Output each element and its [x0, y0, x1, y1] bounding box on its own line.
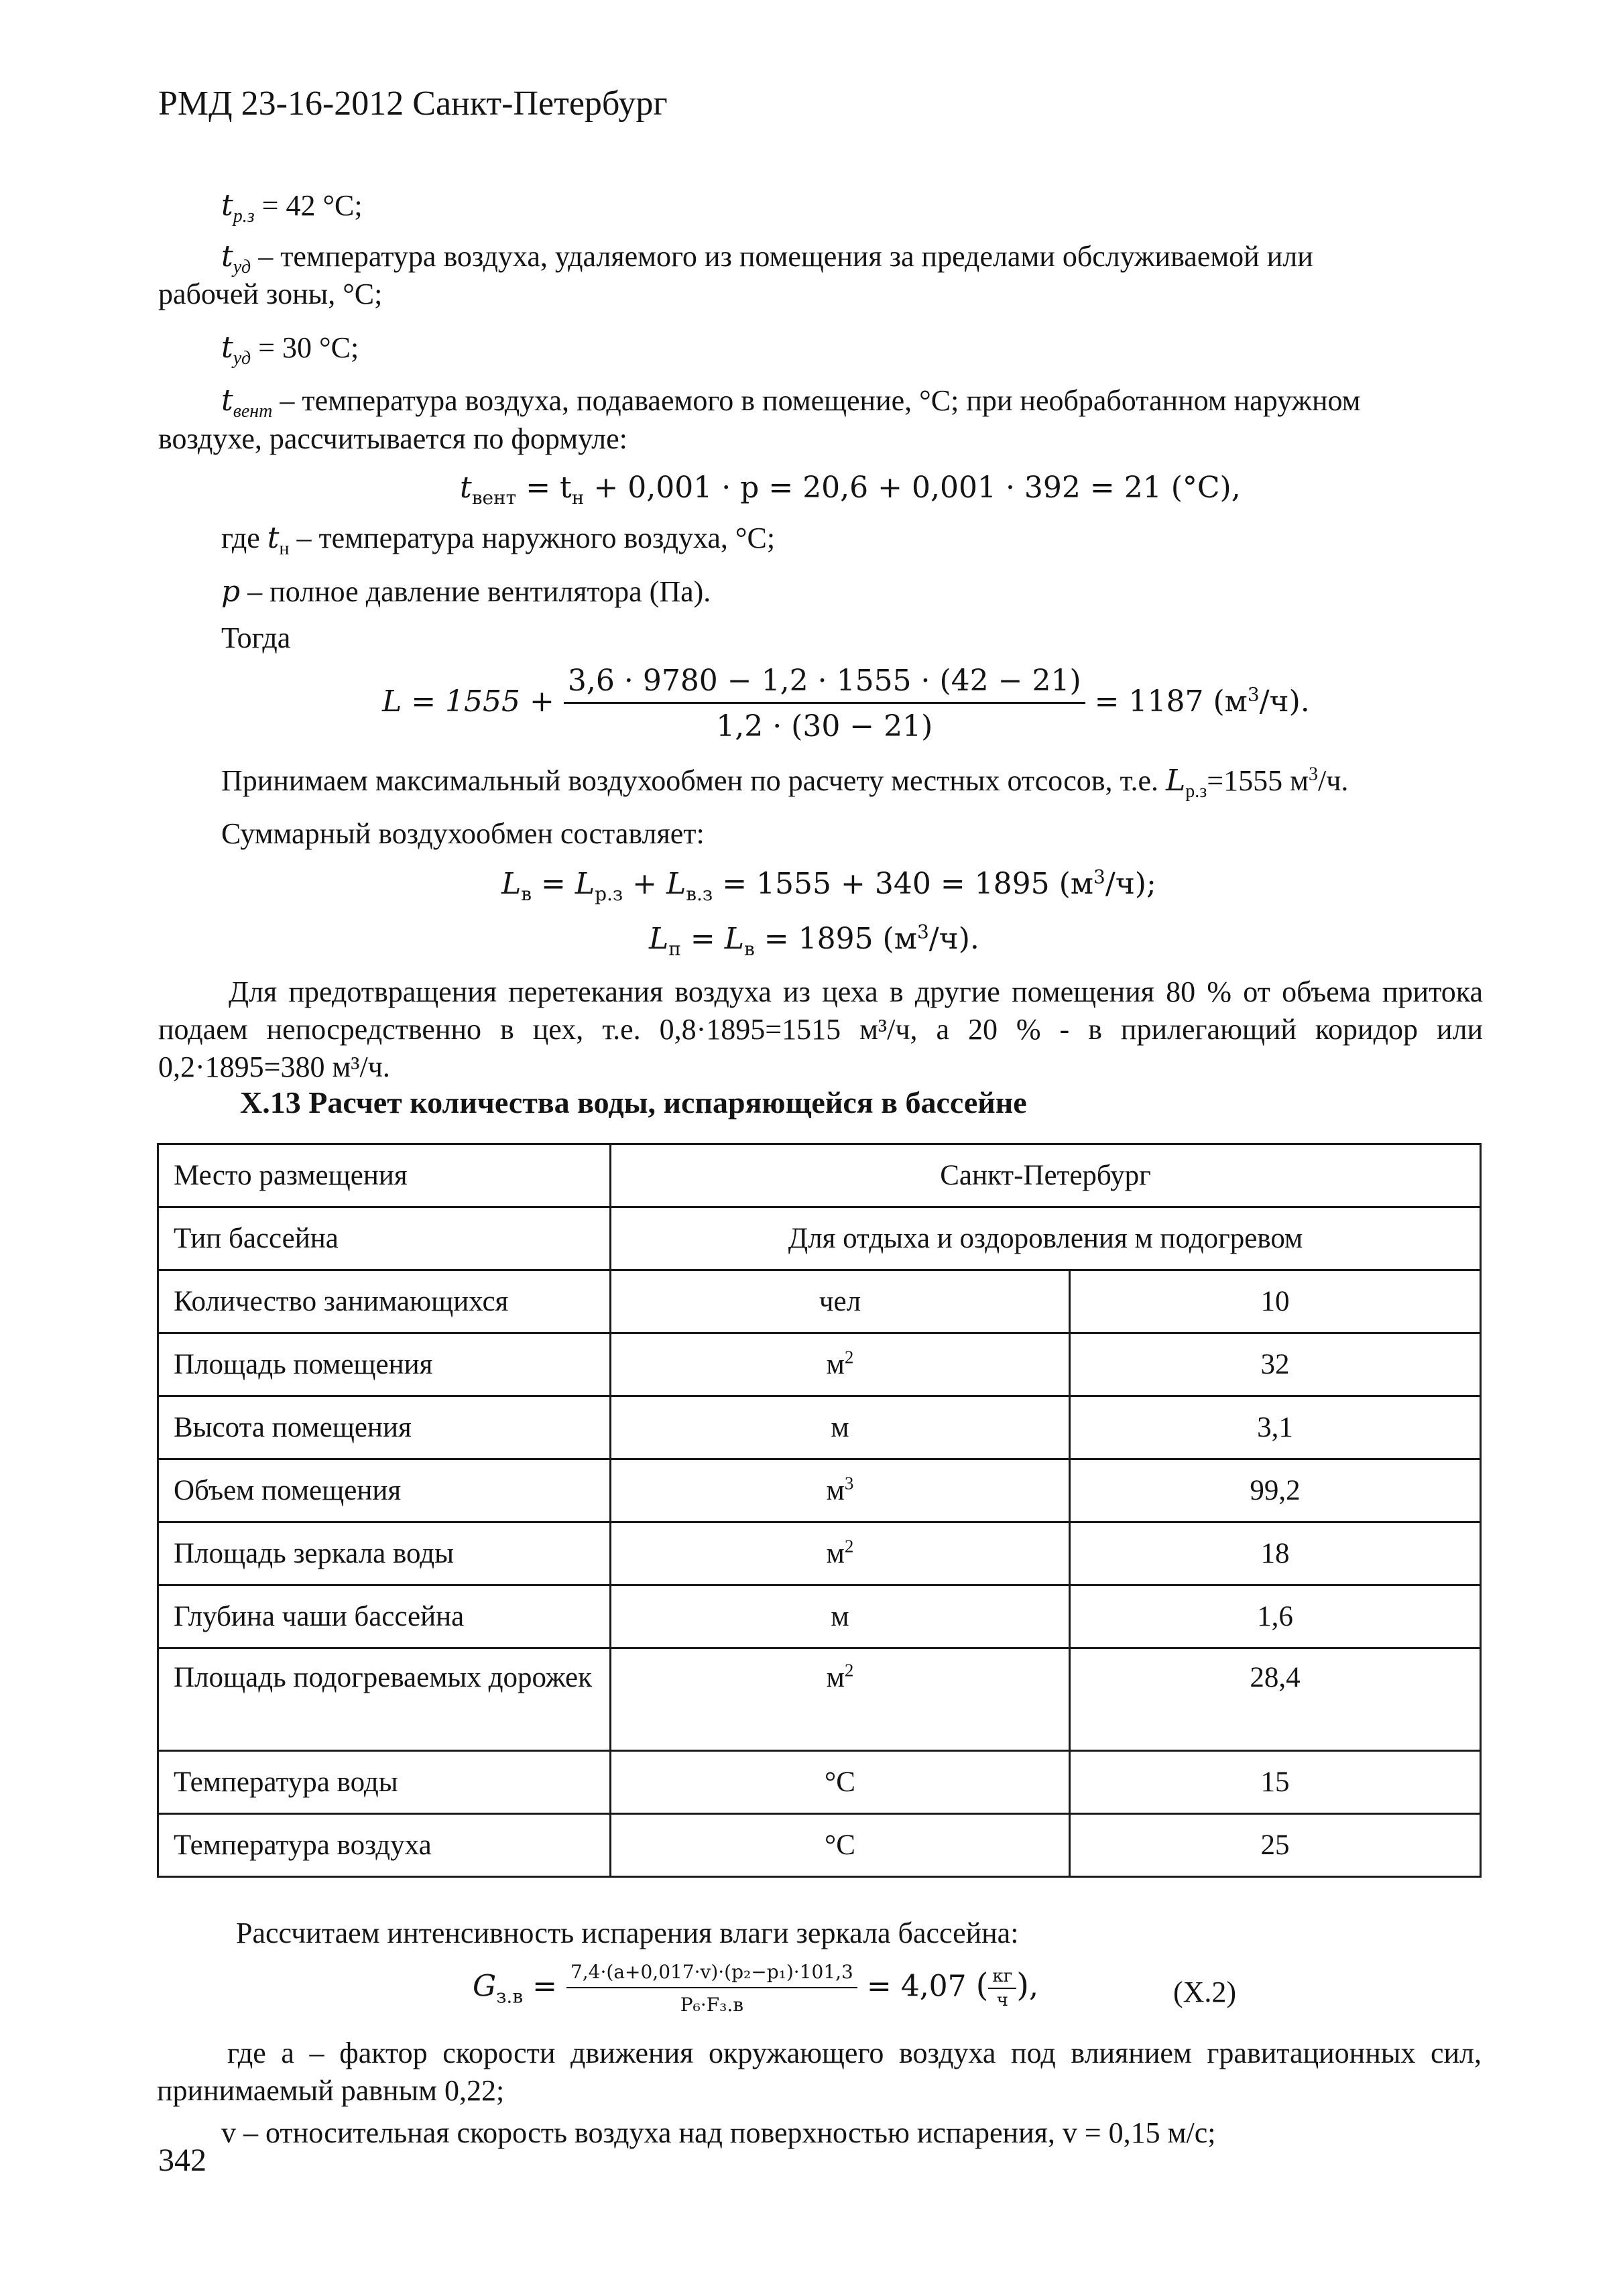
t-ud-desc-line2: рабочей зоны, °С;: [158, 278, 383, 310]
accept-L-symbol: L: [1166, 764, 1186, 798]
formula-G-lhs-sub: з.в: [496, 1985, 524, 2008]
p-symbol: p: [221, 575, 241, 609]
where-a-paragraph: где а – фактор скорости движения окружающего воздуха под влиянием гравитационных сил, принимаемый равным 0,22;: [157, 2037, 1482, 2107]
formula-Lp: [649, 920, 979, 960]
table-row: [158, 1522, 1481, 1585]
formula-G-number: (Х.2): [1173, 1976, 1237, 2008]
t-ud-desc-line1: – температура воздуха, удаляемого из помещения за пределами обслуживаемой или: [258, 240, 1313, 273]
table-row: [158, 1270, 1481, 1333]
prevent-paragraph: Для предотвращения перетекания воздуха из цеха в другие помещения 80 % от объема притока подаем непосредственно в цех, т.е. 0,8·1895=1515 м³/ч, а 20 % - в прилегающий коридор или 0,2·1895=380 м³/ч.: [158, 975, 1483, 1083]
formula-Lp-c: = 1895 (м: [764, 922, 917, 956]
t-ud-value-line: [221, 330, 359, 369]
accept-line-a: Принимаем максимальный воздухообмен по расчету местных отсосов, т.е.: [221, 764, 1159, 797]
param-unit-sup: 2: [844, 1660, 854, 1681]
table-row: [158, 1751, 1481, 1814]
param-unit-text: м: [826, 1662, 845, 1693]
param-label: Температура воды: [158, 1751, 611, 1814]
param-unit: [611, 1522, 1070, 1585]
formula-tvent-rest: + 0,001 · p = 20,6 + 0,001 · 392 = 21 (°С),: [593, 471, 1241, 505]
formula-L-cube: 3: [1247, 683, 1260, 706]
formula-L: [382, 664, 1310, 743]
formula-G-tail: ,: [1029, 1969, 1039, 2004]
param-unit-sup: 3: [844, 1473, 854, 1494]
formula-Lv-sub3: в.з: [686, 882, 713, 905]
param-unit-text: °С: [825, 1766, 855, 1798]
formula-Lp-b: = L: [690, 922, 744, 956]
pool-type-value: Для отдыха и оздоровления м подогревом: [611, 1207, 1481, 1270]
formula-G-paren-close: ): [1016, 1966, 1030, 2004]
document-header: РМД 23-16-2012 Санкт-Петербург: [158, 84, 668, 123]
param-value: 28,4: [1070, 1648, 1481, 1751]
p-line: [221, 574, 711, 610]
formula-Lp-sub1: п: [668, 937, 681, 960]
t-rz-value: = 42 °С;: [261, 189, 363, 222]
param-unit: [611, 1585, 1070, 1648]
t-vent-symbol: t: [221, 383, 233, 418]
param-label: Площадь зеркала воды: [158, 1522, 611, 1585]
t-ud-sub: уд: [233, 256, 251, 278]
formula-L-numerator: 3,6 · 9780 − 1,2 · 1555 · (42 − 21): [564, 664, 1085, 704]
section-heading: Х.13 Расчет количества воды, испаряющейся в бассейне: [240, 1085, 1027, 1120]
pool-parameters-table: [157, 1143, 1482, 1878]
param-value: 15: [1070, 1751, 1481, 1814]
formula-L-denominator: 1,2 · (30 − 21): [716, 709, 933, 743]
t-ud-sub-2: уд: [233, 347, 251, 369]
location-value: Санкт-Петербург: [611, 1144, 1481, 1207]
formula-Lv-sub2: р.з: [595, 882, 623, 905]
t-rz-symbol: t: [221, 188, 233, 223]
t-vent-desc-line2: воздухе, рассчитывается по формуле:: [158, 422, 627, 455]
table-row: [158, 1333, 1481, 1396]
pool-type-label: Тип бассейна: [158, 1207, 611, 1270]
table-row: [158, 1648, 1481, 1751]
param-label: Глубина чаши бассейна: [158, 1585, 611, 1648]
table-row: [158, 1585, 1481, 1648]
param-unit-text: м: [826, 1475, 845, 1506]
accept-cube: 3: [1308, 764, 1318, 785]
formula-G-unit-num: кг: [988, 1966, 1016, 1989]
formula-G-lhs: G: [473, 1969, 497, 2004]
param-unit-text: чел: [819, 1286, 861, 1317]
where-tn-desc: – температура наружного воздуха, °С;: [296, 522, 776, 554]
formula-G-numerator: 7,4·(a+0,017·v)·(p₂−p₁)·101,3: [566, 1961, 857, 1988]
param-unit-text: м: [831, 1601, 849, 1632]
formula-G-result: = 4,07: [866, 1969, 967, 2004]
param-label: Количество занимающихся: [158, 1270, 611, 1333]
t-rz-sub: р.з: [233, 205, 255, 227]
formula-Lv-c: + L: [632, 867, 686, 901]
param-value: 10: [1070, 1270, 1481, 1333]
formula-G: [473, 1961, 1038, 2016]
where-tn-sub: н: [279, 538, 290, 559]
formula-G-unit: [988, 1966, 1016, 2010]
param-unit: [611, 1648, 1070, 1751]
formula-Lv-e: /ч);: [1105, 867, 1156, 901]
param-label: Площадь подогреваемых дорожек: [158, 1648, 611, 1751]
t-vent-desc-line1: – температура воздуха, подаваемого в помещение, °С; при необработанном наружном: [280, 384, 1361, 417]
p-desc: – полное давление вентилятора (Па).: [247, 575, 711, 608]
t-vent-description: [158, 382, 1483, 420]
formula-Lv-d: = 1555 + 340 = 1895 (м: [722, 867, 1094, 901]
param-unit: [611, 1270, 1070, 1333]
table-row: [158, 1144, 1481, 1207]
param-value: 18: [1070, 1522, 1481, 1585]
table-row: [158, 1814, 1481, 1877]
t-ud-description: [158, 238, 1483, 276]
param-label: Температура воздуха: [158, 1814, 611, 1877]
param-unit-sup: 2: [844, 1536, 854, 1557]
where-tn-line: [221, 520, 776, 559]
table-row: [158, 1396, 1481, 1459]
formula-L-result: = 1187 (м: [1094, 684, 1248, 719]
evap-intro: Рассчитаем интенсивность испарения влаги зеркала бассейна:: [236, 1917, 1019, 1949]
formula-G-paren-open: (: [975, 1966, 989, 2004]
param-unit-text: °С: [825, 1829, 855, 1861]
param-value: 1,6: [1070, 1585, 1481, 1648]
formula-L-lhs: L = 1555 +: [382, 684, 554, 719]
formula-L-fraction: [564, 664, 1085, 743]
formula-tvent-lhs: t: [460, 471, 472, 505]
formula-tvent: [460, 471, 1241, 509]
formula-Lv: [501, 865, 1156, 905]
page-number: 342: [158, 2142, 206, 2178]
accept-line: [221, 763, 1349, 802]
formula-G-unit-den: ч: [996, 1990, 1008, 2010]
param-label: Объем помещения: [158, 1459, 611, 1522]
where-tn-symbol: t: [267, 521, 280, 555]
t-rz-line: [221, 188, 363, 227]
param-value: 25: [1070, 1814, 1481, 1877]
location-label: Место размещения: [158, 1144, 611, 1207]
formula-Lv-sub1: в: [521, 882, 532, 905]
param-label: Площадь помещения: [158, 1333, 611, 1396]
formula-Lv-cube: 3: [1093, 865, 1105, 888]
accept-line-c: /ч.: [1317, 764, 1349, 797]
t-vent-sub: вент: [233, 400, 273, 422]
pool-parameters-table-body: [158, 1144, 1481, 1877]
param-unit-text: м: [826, 1349, 845, 1380]
v-line: v – относительная скорость воздуха над поверхностью испарения, v = 0,15 м/с;: [221, 2116, 1216, 2149]
formula-tvent-rhs-sub: н: [571, 486, 585, 509]
formula-Lp-a: L: [649, 922, 669, 956]
param-unit: [611, 1333, 1070, 1396]
then-line: Тогда: [221, 621, 291, 654]
param-label: Высота помещения: [158, 1396, 611, 1459]
formula-G-denominator: P₆·F₃.в: [680, 1994, 744, 2016]
accept-line-b: =1555 м: [1207, 764, 1309, 797]
formula-Lv-b: = L: [540, 867, 595, 901]
param-unit: [611, 1751, 1070, 1814]
formula-L-unit-tail: /ч).: [1259, 684, 1310, 719]
t-ud-value: = 30 °С;: [258, 331, 359, 364]
accept-line-sub: р.з: [1185, 780, 1207, 802]
param-unit-text: м: [826, 1538, 845, 1569]
total-intro: Суммарный воздухообмен составляет:: [221, 817, 705, 850]
formula-Lv-a: L: [501, 867, 522, 901]
param-unit: [611, 1814, 1070, 1877]
formula-Lp-cube: 3: [916, 920, 929, 943]
t-ud-symbol: t: [221, 239, 233, 274]
param-unit-sup: 2: [844, 1347, 854, 1368]
formula-G-eq: =: [532, 1969, 557, 2004]
param-unit-text: м: [831, 1412, 849, 1443]
table-row: [158, 1459, 1481, 1522]
param-unit: [611, 1459, 1070, 1522]
formula-Lp-sub2: в: [743, 937, 755, 960]
param-value: 32: [1070, 1333, 1481, 1396]
param-value: 3,1: [1070, 1396, 1481, 1459]
param-value: 99,2: [1070, 1459, 1481, 1522]
formula-Lp-d: /ч).: [928, 922, 979, 956]
formula-tvent-rhs: = t: [526, 471, 572, 505]
table-row: [158, 1207, 1481, 1270]
param-unit: [611, 1396, 1070, 1459]
formula-tvent-lhs-sub: вент: [471, 486, 517, 509]
where-prefix: где: [221, 522, 260, 554]
t-ud-symbol-2: t: [221, 330, 233, 365]
formula-G-fraction: [566, 1961, 857, 2016]
